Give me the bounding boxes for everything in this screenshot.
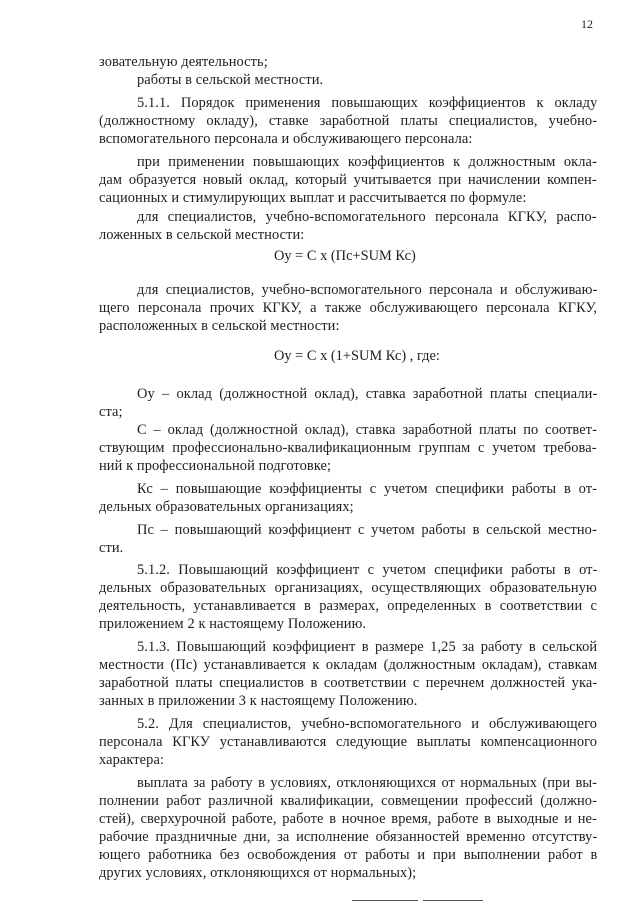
text-line: ствующим профессионально-квалификационным группам с учетом требова- <box>99 440 597 456</box>
text-line: дам образуется новый оклад, который учитывается при начислении компен- <box>99 172 597 188</box>
text-line: зовательную деятельность; <box>99 54 268 70</box>
text-line: ста; <box>99 404 123 420</box>
text-line: Оу – оклад (должностной оклад), ставка заработной платы специали- <box>137 386 598 402</box>
text-line: работы в сельской местности. <box>137 72 324 88</box>
text-line: других условиях, отклоняющихся от нормальных); <box>99 865 417 881</box>
text-line: ложенных в сельской местности: <box>99 227 305 243</box>
text-line: занных в приложении 3 к настоящему Положению. <box>99 693 418 709</box>
text-line: ющего работника без освобождения от работы и при выполнении работ в <box>99 847 598 863</box>
text-line: сационных и стимулирующих выплат и рассчитывается по формуле: <box>99 190 527 206</box>
text-line: рабочие праздничные дни, за исполнение обязанностей временно отсутству- <box>99 829 598 845</box>
footer-rule <box>423 900 483 901</box>
text-line: для специалистов, учебно-вспомогательного персонала и обслуживаю- <box>137 282 598 298</box>
text-line: расположенных в сельской местности: <box>99 318 340 334</box>
text-line: 5.1.1. Порядок применения повышающих коэффициентов к окладу <box>137 95 598 111</box>
text-line: при применении повышающих коэффициентов к должностным окла- <box>137 154 597 170</box>
formula-rural: Оу = С х (Пс+SUM Кс) <box>274 248 416 264</box>
text-line: щего персонала прочих КГКУ, а также обслуживающего персонала КГКУ, <box>99 300 598 316</box>
text-line: Кс – повышающие коэффициенты с учетом специфики работы в от- <box>137 481 598 497</box>
text-line: С – оклад (должностной оклад), ставка заработной платы по соответ- <box>137 422 597 438</box>
footer-rule <box>352 900 418 901</box>
text-line: стей), сверхурочной работе, работе в ночное время, работе в выходные и не- <box>99 811 597 827</box>
text-line: сти. <box>99 540 124 556</box>
text-line: 5.1.3. Повышающий коэффициент в размере 1,25 за работу в сельской <box>137 639 598 655</box>
text-line: приложением 2 к настоящему Положению. <box>99 616 367 632</box>
text-line: дельных образовательных организациях; <box>99 499 354 515</box>
text-line: дельных образовательных организациях, осуществляющих образовательную <box>99 580 597 596</box>
page-number: 12 <box>581 17 593 31</box>
text-line: заработной платы специалистов в соответствии с перечнем должностей ука- <box>99 675 598 691</box>
formula-other: Оу = С х (1+SUM Кс) , где: <box>274 348 440 364</box>
text-line: (должностному окладу), ставке заработной платы специалистов, учебно- <box>99 113 598 129</box>
text-line: деятельность, устанавливается в размерах, определенных в соответствии с <box>99 598 598 614</box>
text-line: 5.1.2. Повышающий коэффициент с учетом специфики работы в от- <box>137 562 598 578</box>
text-line: персонала КГКУ устанавливаются следующие выплаты компенсационного <box>99 734 598 750</box>
text-line: характера: <box>99 752 165 768</box>
text-line: полнении работ различной квалификации, совмещении профессий (должно- <box>99 793 597 809</box>
text-line: 5.2. Для специалистов, учебно-вспомогательного и обслуживающего <box>137 716 598 732</box>
text-line: Пс – повышающий коэффициент с учетом работы в сельской местно- <box>137 522 597 538</box>
text-line: местности (Пс) устанавливается к окладам (должностным окладам), ставкам <box>99 657 598 673</box>
text-line: ний к профессиональной подготовке; <box>99 458 332 474</box>
text-line: выплата за работу в условиях, отклоняющихся от нормальных (при вы- <box>137 775 598 791</box>
text-line: для специалистов, учебно-вспомогательного персонала КГКУ, распо- <box>137 209 597 225</box>
text-line: вспомогательного персонала и обслуживающего персонала: <box>99 131 473 147</box>
